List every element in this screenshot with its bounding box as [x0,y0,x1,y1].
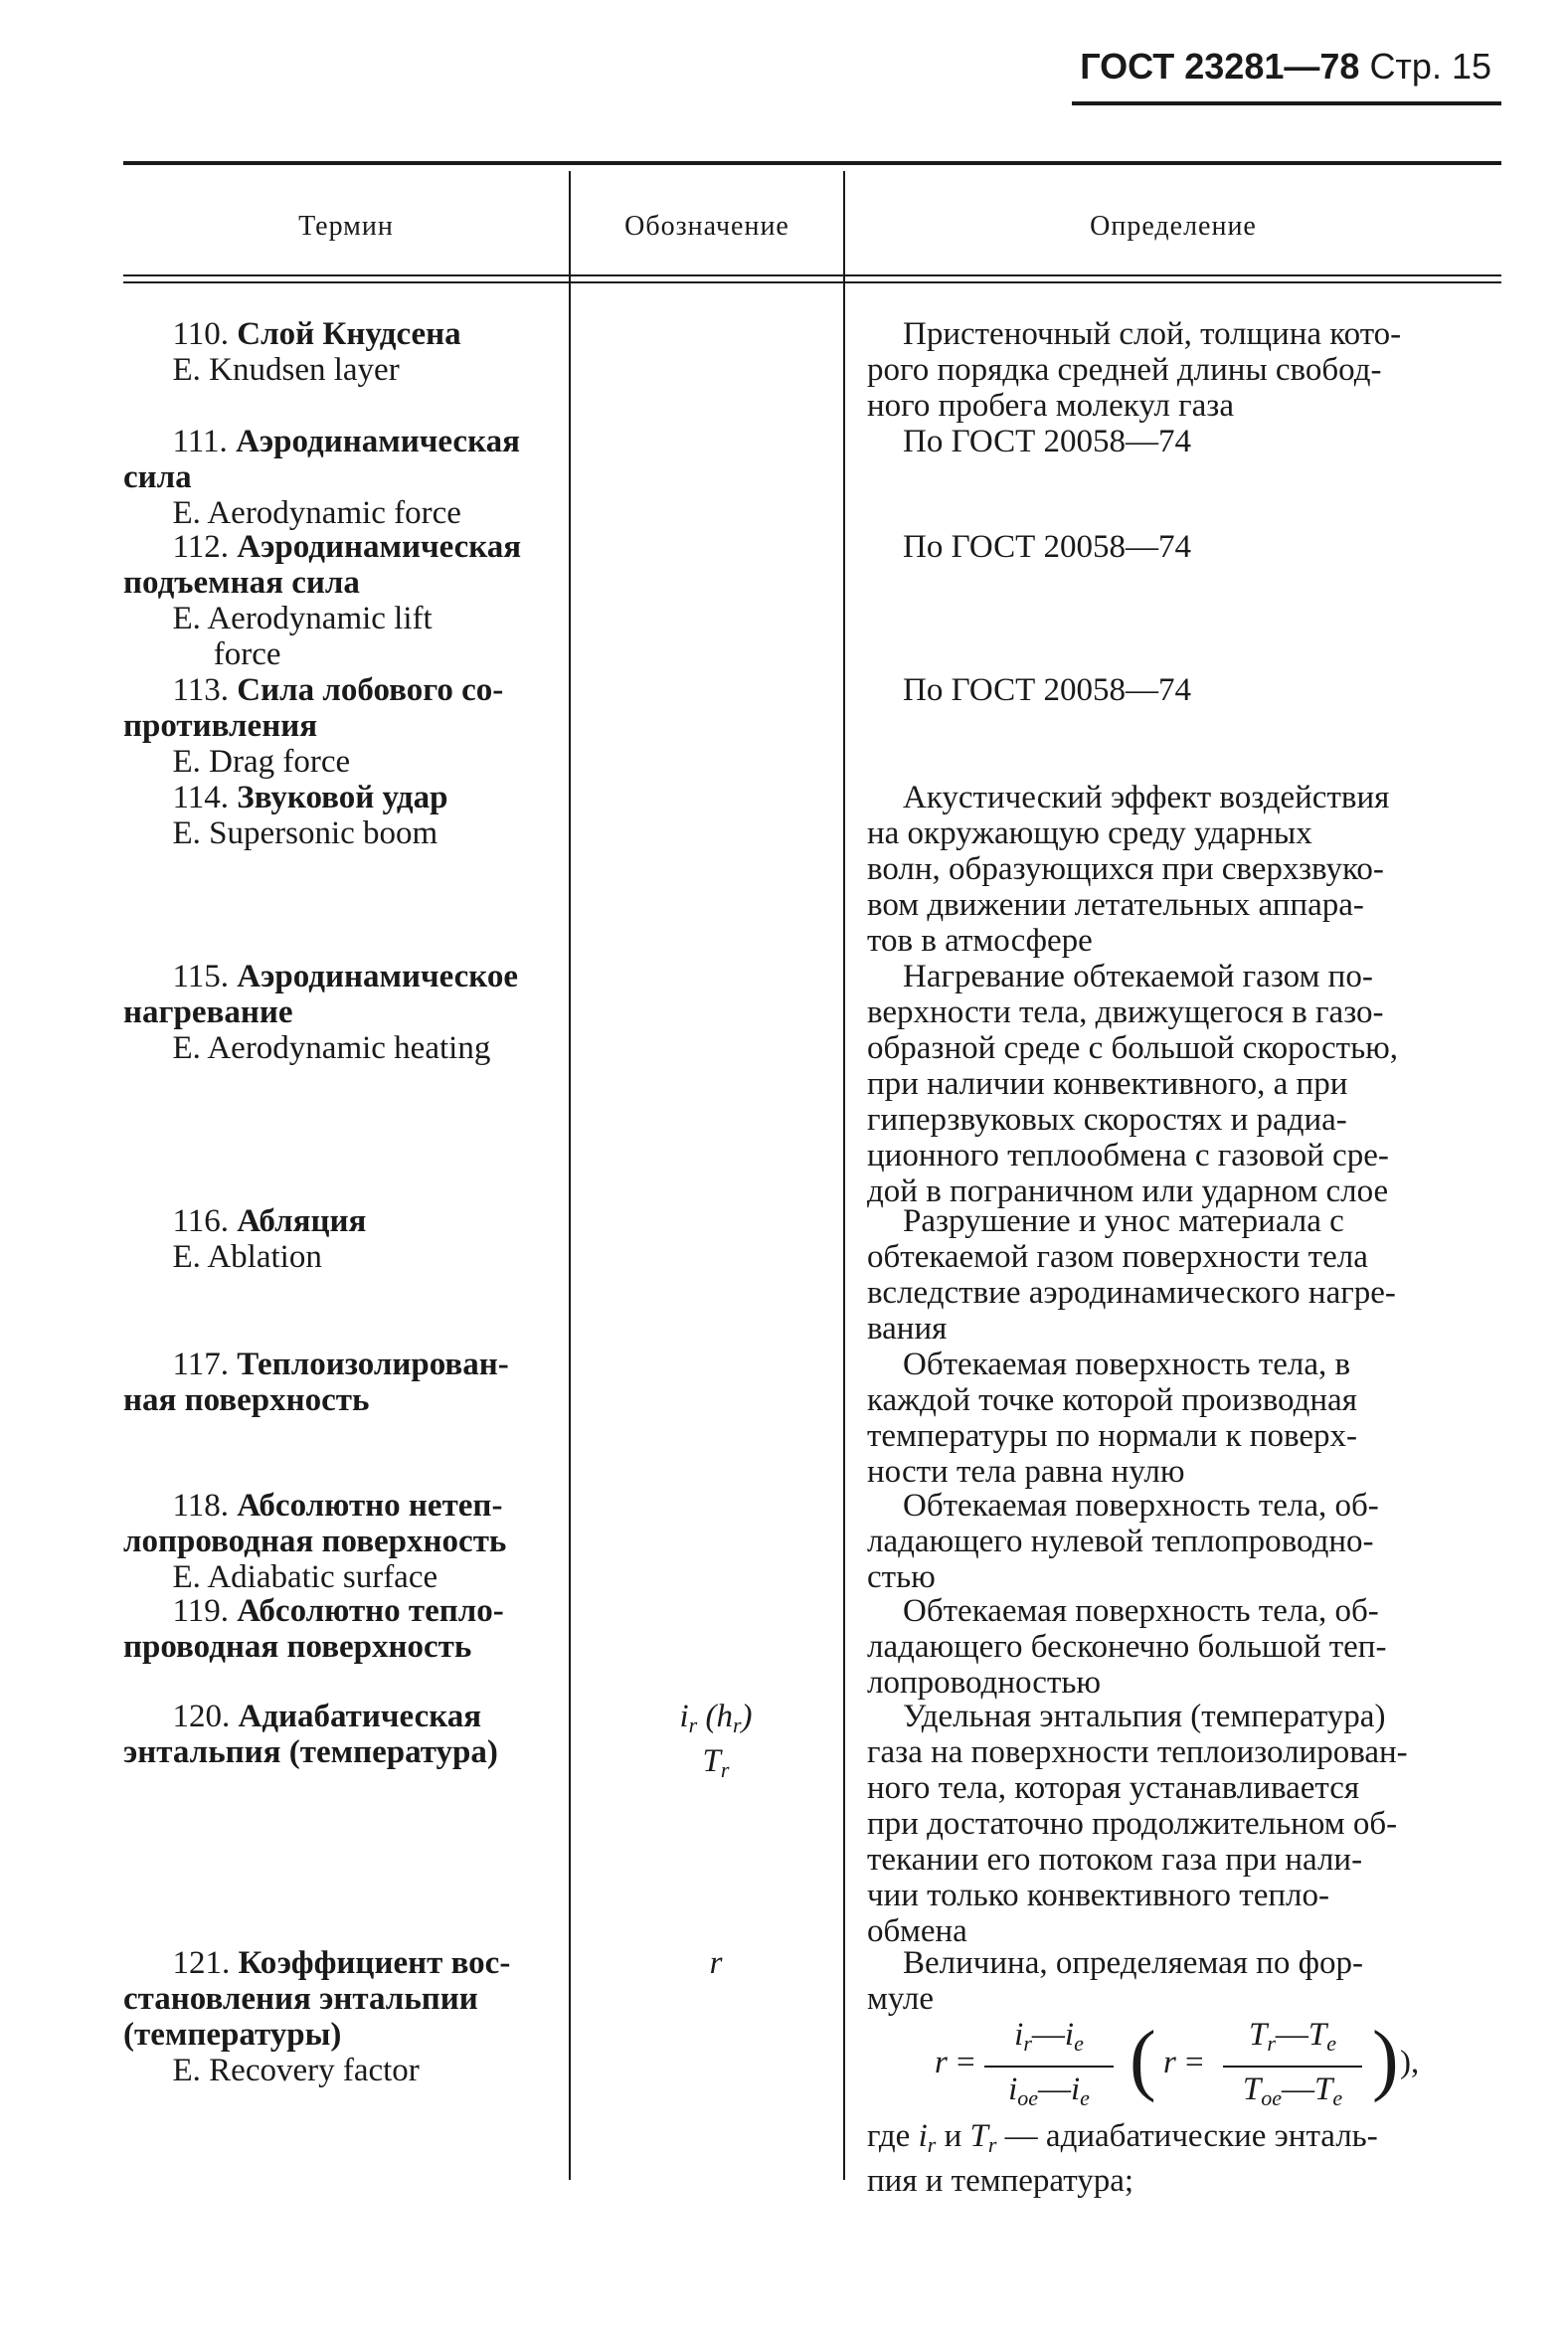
definition-117: Обтекаемая поверхность тела, в каждой точке которой производная температуры по нормали к поверх- ности тела равна нулю [867,1347,1357,1490]
term-116: 116. Абляция E. Ablation [172,1203,367,1275]
term-120: 120. Адиабатическая энтальпия (температура) [123,1699,498,1770]
term-121: 121. Коэффициент вос- становления энтальпии (температуры) E. Recovery factor [123,1945,511,2088]
definition-111: По ГОСТ 20058—74 [903,424,1191,459]
term-english: E. Knudsen layer [172,352,400,388]
column-header-term: Термин [298,211,394,242]
term-112: 112. Аэродинамическая подъемная сила E. Aerodynamic lift force [123,529,522,672]
definition-121: Величина, определяемая по фор- муле [867,1945,1363,2017]
definition-114: Акустический эффект воздействия на окружающую среду ударных волн, образующихся при сверхзвуко- вом движении летательных аппара- тов в атмосфере [867,780,1390,959]
table-top-rule [123,161,1501,165]
formula-fraction-temperature: $T_r—T_e$ $T_{oe}—T_e$ [1223,2015,1362,2118]
page-number: Стр. 15 [1369,46,1491,87]
table-head-rule [123,281,1501,283]
term-113: 113. Сила лобового со- противления E. Drag force [123,672,504,780]
definition-110: Пристеночный слой, толщина кото- рого порядка средней длины свобод- ного пробега молекул газа [867,316,1402,424]
definition-121-continuation: где $i_r$ и $T_r$ — адиабатические энталь- пия и температура; [867,2118,1378,2199]
column-divider [569,171,571,2180]
table-head-rule [123,274,1501,276]
recovery-factor-formula: r = $i_r—i_e$ $i_{oe}—i_e$ ( r = $T_r—T_e$ $T_{oe}—T_e$ ) ), [935,2015,1452,2110]
term-110 [123,316,561,388]
symbol-120: $i_r$ $(h_r)$ $T_r$ [679,1699,753,1782]
definition-113: По ГОСТ 20058—74 [903,672,1191,708]
term-117: 117. Теплоизолирован- ная поверхность [123,1347,509,1418]
column-header-symbol: Обозначение [624,211,789,242]
header-rule [1072,101,1501,105]
term-114: 114. Звуковой удар E. Supersonic boom [172,780,448,851]
symbol-121: r [709,1945,723,1981]
term-name: Слой Кнудсена [237,316,461,352]
term-118: 118. Абсолютно нетеп- лопроводная поверхность E. Adiabatic surface [123,1488,507,1595]
definition-120: Удельная энтальпия (температура) газа на поверхности теплоизолирован- ного тела, которая устанавливается при достаточно продолжительном об- текании его потоком газа при нали- чии только конвективного тепло- обмена [867,1699,1408,1949]
definition-118: Обтекаемая поверхность тела, об- ладающего нулевой теплопроводно- стью [867,1488,1379,1595]
column-divider [843,171,845,2180]
column-header-definition: Определение [1090,211,1257,242]
page-header [994,46,1491,88]
formula-open-paren: ( [1130,2016,1156,2103]
formula-fraction-enthalpy: $i_r—i_e$ $i_{oe}—i_e$ [984,2015,1114,2118]
definition-112: По ГОСТ 20058—74 [903,529,1191,565]
definition-115: Нагревание обтекаемой газом по- верхности тела, движущегося в газо- образной среде с большой скоростью, при наличии конвективного, а при гиперзвуковых скоростях и радиа- ционного теплообмена с газовой сре- дой в пограничном или ударном слое [867,959,1399,1209]
term-number: 110. [172,316,230,352]
definition-119: Обтекаемая поверхность тела, об- ладающего бесконечно большой теп- лопроводностью [867,1593,1387,1701]
term-115: 115. Аэродинамическое нагревание E. Aerodynamic heating [123,959,519,1066]
definition-116: Разрушение и унос материала с обтекаемой газом поверхности тела вследствие аэродинамического нагре- вания [867,1203,1396,1347]
document-code: ГОСТ 23281—78 [1080,46,1360,87]
formula-close-paren: ) [1372,2016,1399,2103]
term-119: 119. Абсолютно тепло- проводная поверхность [123,1593,504,1665]
term-111: 111. Аэродинамическая сила E. Aerodynamic force [123,424,520,531]
